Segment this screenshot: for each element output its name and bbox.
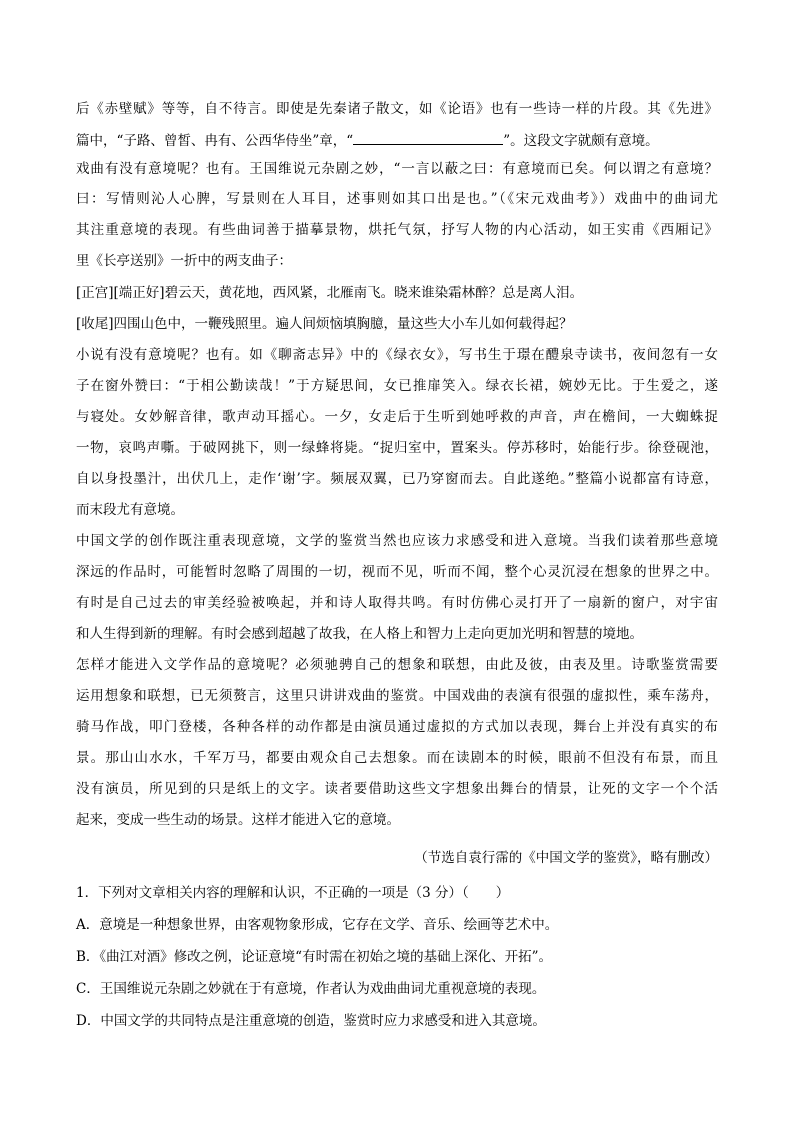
paragraph-line: 起来，变成一些生动的场景。这样才能进入它的意境。 xyxy=(76,812,400,828)
paragraph-line: 和人生得到新的理解。有时会感到超越了故我，在人格上和智力上走向更加光明和智慧的境地。 xyxy=(76,626,643,642)
paragraph-line: 后《赤壁赋》等等，自不待言。即使是先秦诸子散文，如《论语》也有一些诗一样的片段。其《先进》 xyxy=(76,101,718,117)
paragraph-line: 中国文学的创作既注重表现意境，文学的鉴赏当然也应该力求感受和进入意境。当我们读着那些意境 xyxy=(76,533,718,549)
verse-line: [正宫][端正好]碧云天，黄花地，西风紧，北雁南飞。晓来谁染霜林醉？总是离人泪。 xyxy=(76,285,584,301)
answer-option-a[interactable]: A．意境是一种想象世界，由客观物象形成，它存在文学、音乐、绘画等艺术中。 xyxy=(76,917,559,933)
paragraph-line: 而末段尤有意境。 xyxy=(76,502,184,518)
paragraph-line: 一物，哀鸣声嘶。于破网挑下，则一绿蜂将毙。“捉归室中，置案头。停苏移时，始能行步。徐登砚池， xyxy=(76,440,718,456)
fill-in-line xyxy=(76,130,718,148)
source-attribution: （节选自袁行霈的《中国文学的鉴赏》，略有删改） xyxy=(414,850,718,866)
fill-in-prefix: 篇中，“子路、曾皙、冉有、公西华侍坐”章，“ xyxy=(76,133,354,149)
answer-option-b[interactable]: B．《曲江对酒》修改之例，论证意境“有时需在初始之境的基础上深化、开拓”。 xyxy=(76,949,552,965)
paragraph-line: 里《长亭送别》一折中的两支曲子： xyxy=(76,253,292,269)
paragraph-line: 子在窗外赞曰：“于相公勤读哉！”于方疑思间，女已推扉笑入。绿衣长裙，婉妙无比。于生爱之，遂 xyxy=(76,378,718,394)
answer-blank[interactable] xyxy=(353,130,503,145)
paragraph-line: 深远的作品时，可能暂时忽略了周围的一切，视而不见，听而不闻，整个心灵沉浸在想象的世界之中。 xyxy=(76,564,718,580)
verse-line: [收尾]四围山色中，一鞭残照里。遍人间烦恼填胸臆，量这些大小车儿如何载得起？ xyxy=(76,316,573,332)
paragraph-line: 没有演员，所见到的只是纸上的文字。读者要借助这些文字想象出舞台的情景，让死的文字一个个活 xyxy=(76,781,718,797)
paragraph-line: 小说有没有意境呢？也有。如《聊斋志异》中的《绿衣女》，写书生于璟在醴泉寺读书，夜间忽有一女 xyxy=(76,347,718,363)
paragraph-line: 有时是自己过去的审美经验被唤起，并和诗人取得共鸣。有时仿佛心灵打开了一扇新的窗户，对宇宙 xyxy=(76,595,718,611)
paragraph-line: 怎样才能进入文学作品的意境呢？必须驰骋自己的想象和联想，由此及彼，由表及里。诗歌鉴赏需要 xyxy=(76,657,718,673)
answer-option-d[interactable]: D．中国文学的共同特点是注重意境的创造，鉴赏时应力求感受和进入其意境。 xyxy=(76,1013,546,1029)
paragraph-line: 其注重意境的表现。有些曲词善于描摹景物，烘托气氛，抒写人物的内心活动，如王实甫《西厢记》 xyxy=(76,222,718,238)
paragraph-line: 骑马作战，叩门登楼，各种各样的动作都是由演员通过虚拟的方式加以表现，舞台上并没有真实的布 xyxy=(76,719,718,735)
paragraph-line: 与寝处。女妙解音律，歌声动耳摇心。一夕，女走后于生听到她呼救的声音，声在檐间，一大蜘蛛捉 xyxy=(76,409,718,425)
paragraph-line: 运用想象和联想，已无须赘言，这里只讲讲戏曲的鉴赏。中国戏曲的表演有很强的虚拟性，乘车荡舟， xyxy=(76,688,718,704)
paragraph-line: 戏曲有没有意境呢？也有。王国维说元杂剧之妙，“一言以蔽之曰：有意境而已矣。何以谓之有意境？ xyxy=(76,161,718,177)
fill-in-suffix: ”。这段文字就颇有意境。 xyxy=(503,133,659,149)
paragraph-line: 曰：写情则沁人心脾，写景则在人耳目，述事则如其口出是也。”（《宋元戏曲考》）戏曲中的曲词尤 xyxy=(76,191,718,207)
paragraph-line: 自以身投墨汁，出伏几上，走作‘谢’字。频展双翼，已乃穿窗而去。自此遂绝。”整篇小说都富有诗意， xyxy=(76,471,718,487)
question-stem: 1．下列对文章相关内容的理解和认识，不正确的一项是（3 分）（ ） xyxy=(76,885,510,901)
paragraph-line: 景。那山山水水，千军万马，都要由观众自己去想象。而在读剧本的时候，眼前不但没有布景，而且 xyxy=(76,750,718,766)
answer-option-c[interactable]: C．王国维说元杂剧之妙就在于有意境，作者认为戏曲曲词尤重视意境的表现。 xyxy=(76,981,546,997)
